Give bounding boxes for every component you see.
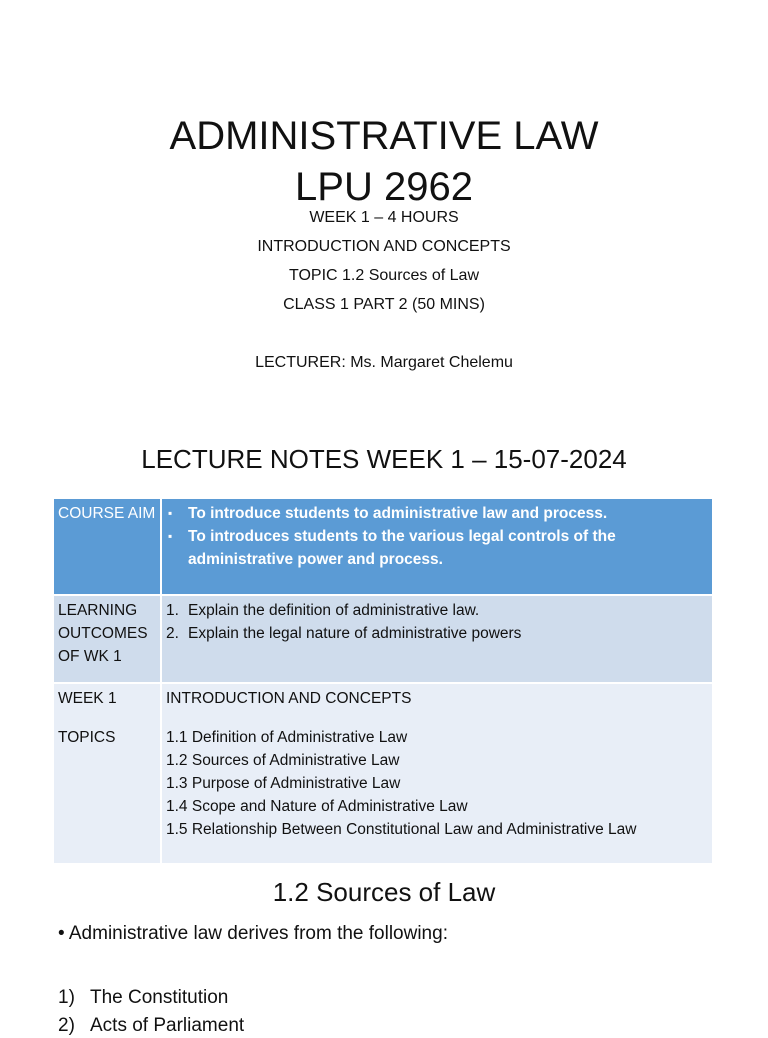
topics-content (161, 683, 713, 864)
list-item: 1.3 Purpose of Administrative Law (166, 775, 401, 792)
learning-outcomes-label: LEARNING OUTCOMES OF WK 1 (54, 595, 161, 683)
topic-line: TOPIC 1.2 Sources of Law (288, 267, 479, 284)
class-line: CLASS 1 PART 2 (50 MINS) (283, 296, 485, 313)
week-label: WEEK 1 (58, 690, 117, 707)
list-item: 2) Acts of Parliament (58, 1015, 245, 1036)
list-item: ▪ To introduce students to administrative law and process. (166, 502, 708, 525)
document-title: ADMINISTRATIVE LAW (169, 114, 599, 158)
topics-label (54, 683, 161, 864)
list-item: 1.4 Scope and Nature of Administrative Law (166, 798, 468, 815)
list-item: 2. Explain the legal nature of administrative powers (166, 625, 522, 642)
table-row-course-aim (54, 499, 713, 595)
list-item: 1.5 Relationship Between Constitutional Law and Administrative Law (166, 821, 637, 838)
week-line: WEEK 1 – 4 HOURS (309, 209, 459, 226)
list-item: ▪ To introduces students to the various legal controls of the administrative power and process. (166, 525, 708, 571)
course-aim-content (161, 499, 713, 595)
table-row-learning-outcomes (54, 595, 713, 683)
course-aim-label: COURSE AIM (54, 499, 161, 595)
lecturer-line: LECTURER: Ms. Margaret Chelemu (255, 354, 513, 371)
table-row-topics (54, 683, 713, 864)
list-item: 1. Explain the definition of administrative law. (166, 602, 480, 619)
learning-outcomes-list (166, 599, 708, 645)
list-item: 1.2 Sources of Administrative Law (166, 752, 400, 769)
list-item: 1.1 Definition of Administrative Law (166, 729, 408, 746)
course-code: LPU 2962 (295, 165, 473, 209)
list-item: 1) The Constitution (58, 987, 229, 1008)
topics-label-text: TOPICS (58, 729, 116, 746)
topics-heading: INTRODUCTION AND CONCEPTS (166, 690, 412, 707)
section-heading: 1.2 Sources of Law (272, 877, 496, 907)
course-aim-list (166, 502, 708, 571)
course-info-table (54, 499, 714, 865)
section-bullet: • Administrative law derives from the following: (58, 923, 448, 944)
learning-outcomes-content (161, 595, 713, 683)
intro-line: INTRODUCTION AND CONCEPTS (257, 238, 511, 255)
lecture-notes-heading: LECTURE NOTES WEEK 1 – 15-07-2024 (141, 444, 627, 474)
